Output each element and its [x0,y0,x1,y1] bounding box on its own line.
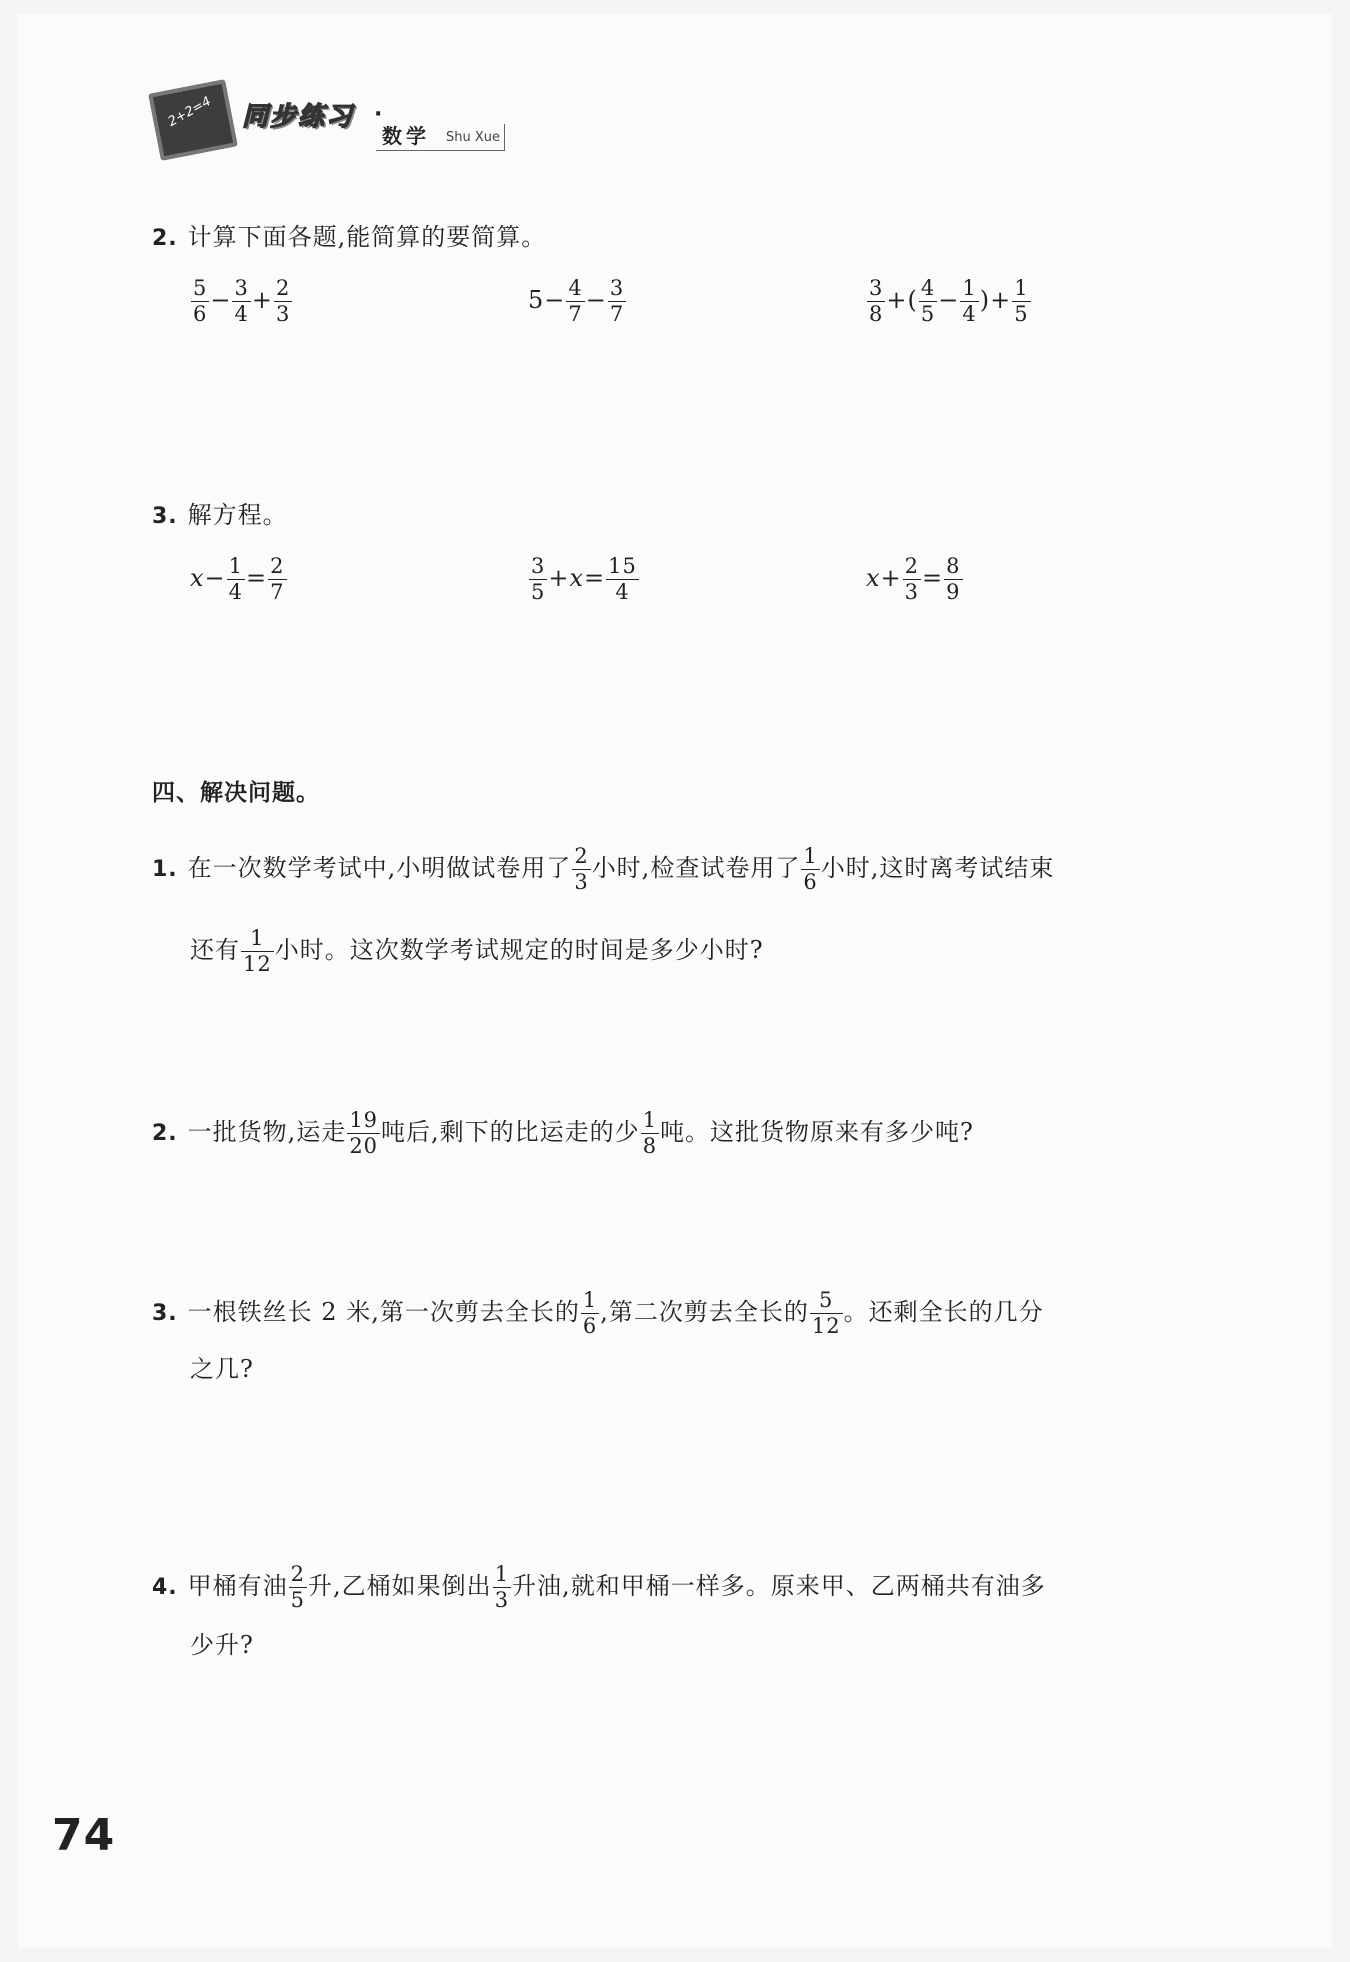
workbook-title: 同步练习 [242,102,355,132]
problem-number: 3. [152,1301,178,1326]
fraction: $\frac{1}{6}$ [803,844,818,894]
question-instruction: 计算下面各题,能简算的要简算。 [187,223,547,251]
subject-pinyin: Shu Xue [446,130,501,145]
fraction: $\frac{1}{3}$ [494,1562,510,1612]
fraction: $\frac{3}{7}$ [609,276,625,326]
chalkboard-text: 2+2=4 [165,94,214,130]
operator: + [990,286,1012,314]
variable: x [569,564,585,592]
operator: + [886,286,908,314]
problem-1-line-2: 还有 $\frac{1}{12}$ 小时。这次数学考试规定的时间是多少小时? [190,926,764,976]
problem-4-line-1: 4. 甲桶有油 $\frac{2}{5}$ 升,乙桶如果倒出 $\frac{1}{3}$ 升油,就和甲桶一样多。原来甲、乙两桶共有油多 [152,1562,1046,1612]
operator: = [584,564,606,592]
fraction: $\frac{3}{4}$ [234,276,249,326]
operator: = [246,564,268,592]
operator: − [544,286,566,314]
section-heading: 四、解决问题。 [152,780,320,806]
fraction: $\frac{1}{5}$ [1014,276,1029,326]
fraction: $\frac{2}{3}$ [574,844,589,894]
operator: + [548,564,570,592]
problem-1-line-1: 1. 在一次数学考试中,小明做试卷用了 $\frac{2}{3}$ 小时,检查试卷用了 $\frac{1}{6}$ 小时,这时离考试结束 [152,844,1055,894]
equation-2 [528,554,640,605]
fraction: $\frac{1}{4}$ [228,554,244,604]
calc-expression-3 [866,276,1032,327]
equation-1 [190,554,288,605]
page-number: 74 [52,1810,116,1861]
fraction: $\frac{3}{8}$ [869,276,884,326]
calc-expression-1 [190,276,293,327]
problem-number: 1. [152,857,178,882]
fraction: $\frac{3}{5}$ [531,554,546,604]
question-instruction: 解方程。 [187,501,288,529]
fraction: $\frac{15}{4}$ [608,554,637,604]
operator: + [251,286,273,314]
title-dot: · [374,102,383,127]
problem-3-line-1: 3. 一根铁丝长 2 米,第一次剪去全长的 $\frac{1}{6}$ ,第二次剪去全长的 $\frac{5}{12}$ 。还剩全长的几分 [152,1288,1044,1338]
calc-expression-2 [528,276,627,327]
question-2-heading [152,222,546,254]
chalkboard-icon [148,79,238,161]
equation-3 [866,554,964,605]
paren: ) [979,286,991,314]
fraction: $\frac{8}{9}$ [946,554,961,604]
operator: − [585,286,607,314]
paren: ( [907,286,918,314]
question-3-heading [152,500,288,532]
fraction: $\frac{1}{8}$ [642,1108,658,1158]
operator: + [880,564,902,592]
subject-label: 数学 [382,124,430,148]
operator: − [204,564,226,592]
fraction: $\frac{2}{7}$ [270,554,285,604]
fraction: $\frac{4}{7}$ [568,276,583,326]
fraction: $\frac{2}{3}$ [275,276,291,326]
integer: 5 [528,286,545,314]
variable: x [866,564,881,592]
fraction: $\frac{2}{5}$ [290,1562,306,1612]
problem-4-line-2: 少升? [190,1631,254,1659]
variable: x [190,564,205,592]
problem-2: 2. 一批货物,运走 $\frac{19}{20}$ 吨后,剩下的比运走的少 $\frac{1}{8}$ 吨。这批货物原来有多少吨? [152,1108,974,1158]
problem-number: 4. [152,1575,178,1600]
fraction: $\frac{2}{3}$ [904,554,920,604]
operator: − [938,286,960,314]
fraction: $\frac{5}{6}$ [193,276,208,326]
operator: = [922,564,944,592]
question-number: 2. [152,226,178,251]
workbook-header [150,64,530,164]
fraction: $\frac{4}{5}$ [920,276,936,326]
problem-number: 2. [152,1121,178,1146]
operator: − [210,286,232,314]
fraction: $\frac{1}{4}$ [962,276,977,326]
question-number: 3. [152,504,178,529]
problem-3-line-2: 之几? [190,1355,254,1383]
fraction: $\frac{19}{20}$ [349,1108,379,1158]
fraction: $\frac{1}{12}$ [243,926,272,976]
fraction: $\frac{1}{6}$ [582,1288,598,1338]
fraction: $\frac{5}{12}$ [811,1288,841,1338]
